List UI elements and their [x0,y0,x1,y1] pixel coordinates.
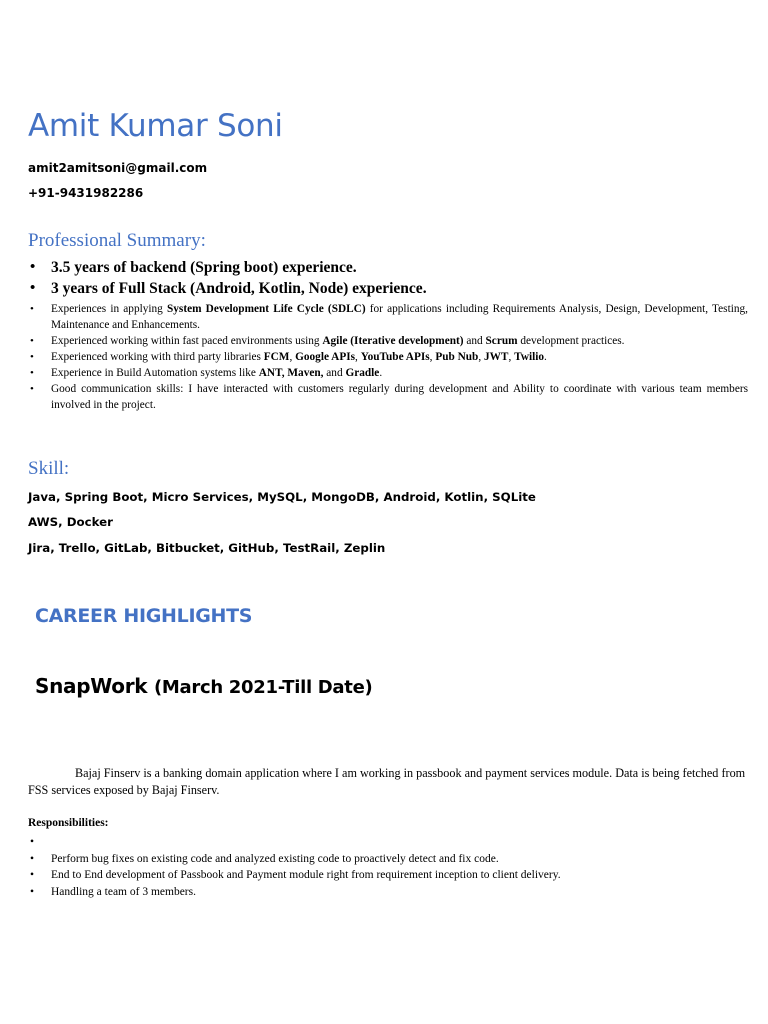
summary-highlights-list [28,257,748,299]
skill-line: AWS, Docker [28,515,113,529]
responsibilities-label: Responsibilities: [28,817,109,829]
employment-period: (March 2021-Till Date) [153,677,373,698]
professional-summary-heading: Professional Summary: [28,230,206,251]
email-address: amit2amitsoni@gmail.com [28,161,208,175]
summary-highlight: • 3 years of Full Stack (Android, Kotlin, Node) experience. [28,278,748,299]
responsibility-item: • End to End development of Passbook and Payment module right from requirement inception to client delivery. [28,867,748,884]
company-heading [35,674,372,698]
career-highlights-heading: CAREER HIGHLIGHTS [35,605,253,627]
summary-highlight: • 3.5 years of backend (Spring boot) experience. [28,257,748,278]
summary-points-list [28,301,748,413]
responsibilities-list [28,834,748,900]
summary-point: • Experienced working within fast paced environments using Agile (Iterative development) and Scrum development practices. [28,333,748,349]
responsibility-item [28,834,748,851]
summary-point: • Experiences in applying System Development Life Cycle (SDLC) for applications including Requirements Analysis, Design, Development, Testing, Maintenance and Enhancements. [28,301,748,333]
skill-line: Java, Spring Boot, Micro Services, MySQL, MongoDB, Android, Kotlin, SQLite [28,490,536,504]
company-name: SnapWork [35,674,154,698]
candidate-name: Amit Kumar Soni [28,108,283,144]
project-description: Bajaj Finserv is a banking domain application where I am working in passbook and payment services module. Data is being fetched from FSS services exposed by Bajaj Finserv. [28,766,746,797]
skill-line: Jira, Trello, GitLab, Bitbucket, GitHub, TestRail, Zeplin [28,541,386,555]
responsibility-item: • Handling a team of 3 members. [28,884,748,901]
summary-point: • Good communication skills: I have interacted with customers regularly during development and Ability to coordinate with various team members involved in the project. [28,381,748,413]
summary-point: • Experience in Build Automation systems like ANT, Maven, and Gradle. [28,365,748,381]
phone-number: +91-9431982286 [28,186,144,200]
skill-heading: Skill: [28,458,70,479]
responsibility-item: • Perform bug fixes on existing code and analyzed existing code to proactively detect and fix code. [28,851,748,868]
summary-point: • Experienced working with third party libraries FCM, Google APIs, YouTube APIs, Pub Nub, JWT, Twilio. [28,349,748,365]
